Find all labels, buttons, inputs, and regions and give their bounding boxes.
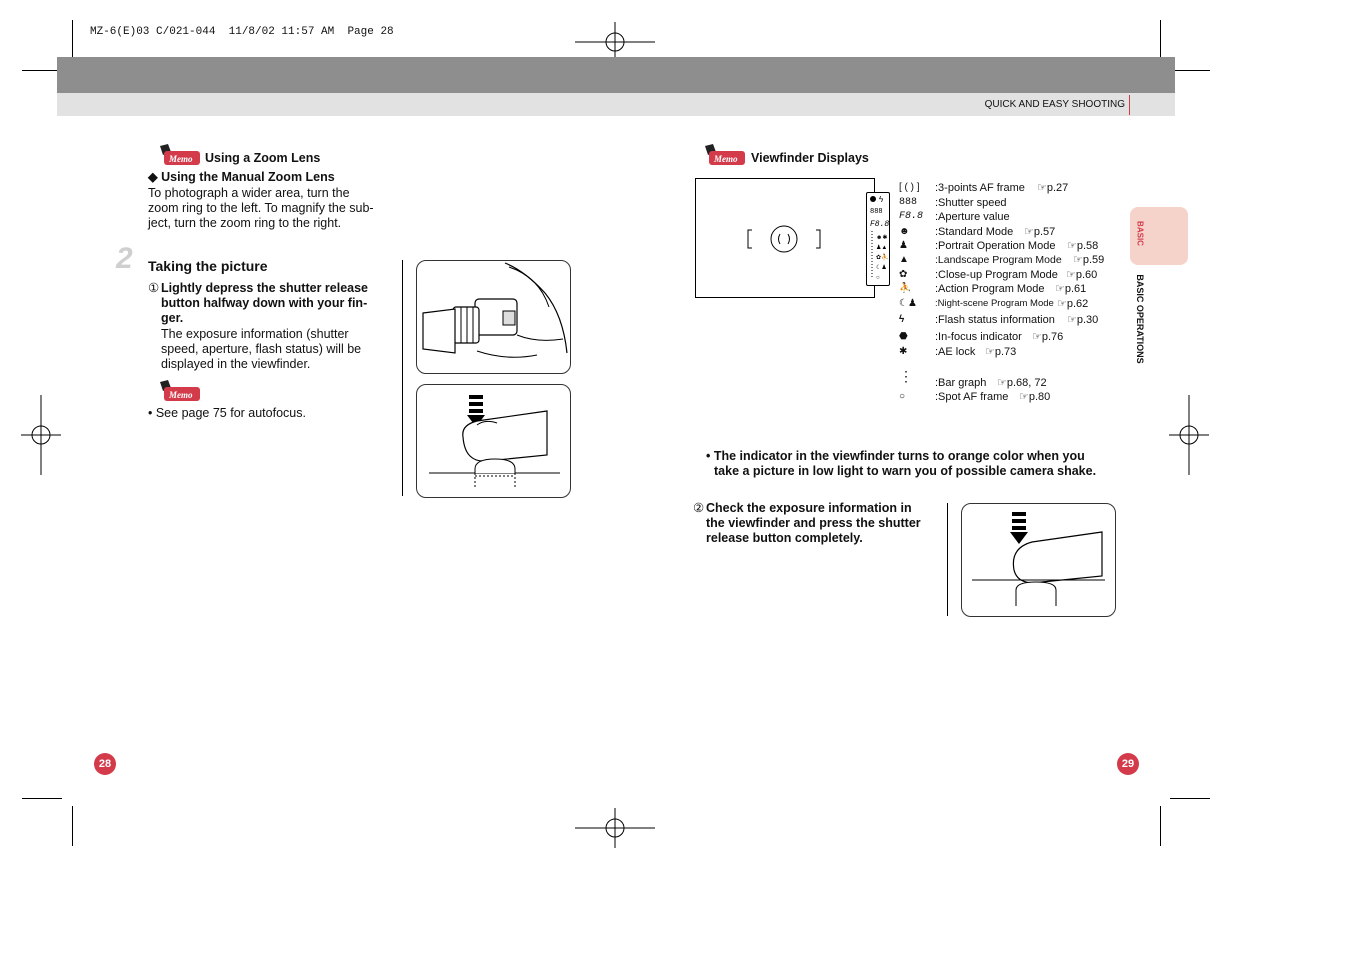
viewfinder-af-frames [696, 179, 874, 297]
camera-illustration [416, 260, 571, 374]
landscape-mode-icon: ▲ [899, 254, 909, 265]
viewfinder-frame [695, 178, 875, 298]
svg-text:Memo: Memo [169, 390, 193, 400]
page-ref: ☞p.58 [1067, 240, 1099, 252]
page-ref: ☞p.68, 72 [997, 377, 1047, 389]
page-ref: ☞p.30 [1067, 314, 1099, 326]
standard-mode-icon: ☻ [899, 226, 910, 237]
crop-mark [1160, 20, 1161, 60]
crop-mark [1170, 798, 1210, 799]
svg-text:○: ○ [876, 275, 880, 281]
crop-mark [72, 20, 73, 60]
info-strip-symbols [867, 193, 889, 285]
crop-mark [1170, 70, 1210, 71]
registration-mark-bottom [575, 808, 655, 848]
page-ref: ☞p.73 [985, 346, 1017, 358]
bar-graph-icon: ⋮ [899, 368, 913, 384]
memo-icon [150, 142, 202, 168]
registration-mark-top [575, 22, 655, 62]
substep1-bold-1: Lightly depress the shutter release [161, 281, 369, 295]
substep1-text-2: speed, aperture, flash status) will be [161, 342, 362, 356]
camera-hand-drawing [417, 261, 570, 373]
svg-text:888: 888 [870, 208, 883, 216]
page-ref: ☞p.80 [1019, 391, 1051, 403]
ae-lock-icon: ✱ [899, 346, 908, 357]
section-header: QUICK AND EASY SHOOTING [984, 99, 1125, 110]
svg-text:☾♟: ☾♟ [876, 265, 887, 271]
manual-zoom-text-1: To photograph a wider area, turn the [148, 186, 350, 200]
svg-text:Memo: Memo [169, 154, 193, 164]
zoom-lens-title: Using a Zoom Lens [205, 151, 321, 165]
manual-zoom-heading: ◆ Using the Manual Zoom Lens [148, 170, 335, 184]
finger-full-press-drawing [962, 504, 1115, 616]
in-focus-indicator-icon: ⬣ [899, 331, 908, 342]
page-ref: ☞p.27 [1037, 182, 1069, 194]
page-number-right: 29 [1117, 753, 1139, 775]
substep2-bold-2: the viewfinder and press the shutter [706, 516, 921, 530]
crop-mark [1160, 806, 1161, 846]
svg-text:♟▲: ♟▲ [876, 245, 888, 251]
section-header-rule [1129, 95, 1130, 115]
memo-bullet: • See page 75 for autofocus. [148, 406, 306, 420]
svg-text:✿⛹: ✿⛹ [876, 255, 889, 261]
action-mode-icon: ⛹ [899, 283, 912, 294]
page-ref: ☞p.61 [1055, 283, 1087, 295]
spot-af-frame-icon: ○ [899, 391, 906, 402]
page-number-left: 28 [94, 753, 116, 775]
viewfinder-legend: [ ( ) ] :3-points AF frame ☞p.27 888 :Shutter speed F8.8 :Aperture value ☻ :Standard Mode ☞p.57 ♟ :Portrait Operation Mode ☞p.58 ▲ :Landscape Program Mode ☞p.59 ✿ :Close-up Program Mode ☞p.60 ⛹ :Action Program Mode ☞p.61 ☾♟ :Night-scene Program Mode ☞p.62 ϟ :Flash status information ☞p.30 ⬣ :In-focus indicator ☞p.76 ✱ :AE lock ☞p.73 ⋮ :Bar graph ☞p.68, 72 ○ :Spot AF frame ☞p.80 [899, 182, 1105, 403]
portrait-mode-icon: ♟ [899, 240, 908, 251]
page-ref: ☞p.59 [1073, 254, 1105, 266]
svg-text:F8.8: F8.8 [870, 220, 889, 229]
svg-text:Memo: Memo [714, 154, 738, 164]
registration-mark-left [21, 395, 61, 475]
column-divider [947, 503, 948, 616]
viewfinder-info-strip [866, 192, 890, 286]
close-up-mode-icon: ✿ [899, 269, 908, 280]
aperture-icon: F8.8 [899, 211, 924, 222]
substep1-text-3: displayed in the viewfinder. [161, 357, 311, 371]
page-ref: ☞p.62 [1057, 298, 1089, 310]
orange-indicator-note-1: • The indicator in the viewfinder turns to orange color when you [706, 449, 1085, 463]
substep1-text-1: The exposure information (shutter [161, 327, 349, 341]
finger-press-drawing [417, 385, 570, 497]
column-divider [402, 260, 403, 496]
substep1-marker: ① [148, 281, 160, 295]
side-vertical-label: BASIC OPERATIONS [1135, 274, 1145, 364]
step-title: Taking the picture [148, 258, 268, 274]
memo-icon [695, 142, 747, 168]
substep2-marker: ② [693, 501, 705, 515]
print-header: MZ-6(E)03 C/021-044 11/8/02 11:57 AM Page 28 [90, 26, 394, 38]
memo-icon [150, 378, 202, 404]
page-ref: ☞p.76 [1032, 331, 1064, 343]
svg-text:ϟ: ϟ [879, 195, 884, 204]
crop-mark [72, 806, 73, 846]
shutter-full-press-illustration [961, 503, 1116, 617]
substep2-bold-1: Check the exposure information in [706, 501, 912, 515]
manual-zoom-text-3: ject, turn the zoom ring to the right. [148, 216, 342, 230]
page-ref: ☞p.57 [1024, 226, 1056, 238]
svg-text:☻✱: ☻✱ [876, 235, 888, 241]
night-scene-mode-icon: ☾♟ [899, 298, 917, 309]
orange-indicator-note-2: take a picture in low light to warn you of possible camera shake. [714, 464, 1097, 478]
header-bar-dark [57, 57, 1175, 93]
shutter-half-press-illustration [416, 384, 571, 498]
substep1-bold-3: ger. [161, 311, 184, 325]
crop-mark [22, 798, 62, 799]
substep1-bold-2: button halfway down with your fin- [161, 296, 368, 310]
registration-mark-right [1169, 395, 1209, 475]
substep2-bold-3: release button completely. [706, 531, 863, 545]
manual-zoom-text-2: zoom ring to the left. To magnify the sub- [148, 201, 374, 215]
shutter-speed-icon: 888 [899, 197, 918, 208]
crop-mark [22, 70, 62, 71]
side-tab-label: BASIC [1135, 221, 1145, 246]
af-frame-icon: [ ( ) ] [899, 182, 920, 193]
page-ref: ☞p.60 [1066, 269, 1098, 281]
viewfinder-title: Viewfinder Displays [751, 151, 869, 165]
step-number: 2 [116, 242, 133, 275]
flash-icon: ϟ [899, 314, 905, 325]
